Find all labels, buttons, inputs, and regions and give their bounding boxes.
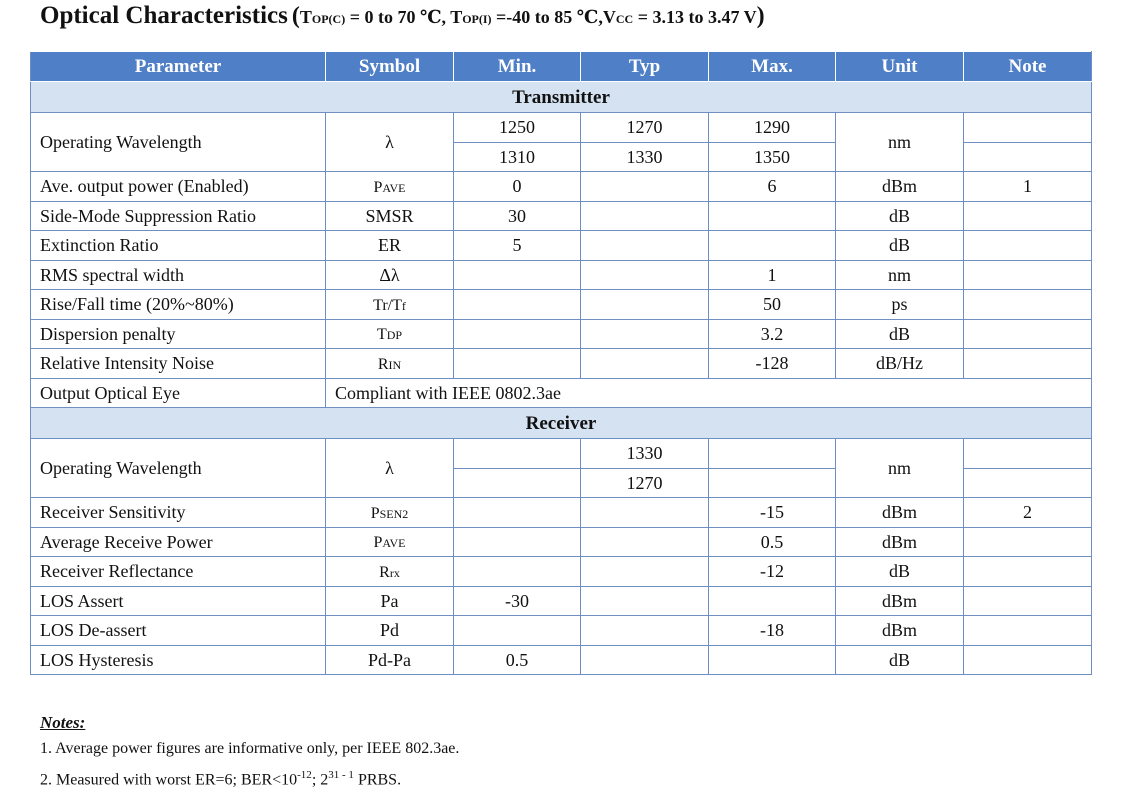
unit-cell: dB (836, 557, 964, 587)
param-cell: Operating Wavelength (31, 113, 326, 172)
table-row (31, 349, 1092, 379)
min-cell (454, 290, 581, 320)
max-cell: 6 (709, 172, 836, 202)
note-cell (964, 349, 1092, 379)
min-cell: 5 (454, 231, 581, 261)
transmitter-rows (31, 172, 1092, 379)
typ-cell (581, 260, 709, 290)
symbol-subscript: DP (386, 328, 403, 343)
header-symbol: Symbol (326, 52, 454, 82)
max-cell: -15 (709, 498, 836, 528)
symbol-main: P (373, 178, 383, 196)
unit-cell: dB/Hz (836, 349, 964, 379)
unit-cell: dBm (836, 586, 964, 616)
symbol-main: R (379, 563, 390, 581)
symbol-cell (326, 349, 454, 379)
note-cell (964, 557, 1092, 587)
max-cell (709, 201, 836, 231)
header-min: Min. (454, 52, 581, 82)
symbol-subscript: AVE (382, 536, 406, 551)
symbol-main: Pa (380, 590, 399, 611)
min-cell (454, 319, 581, 349)
note-cell (964, 142, 1092, 172)
title-vcc-symbol: V (602, 7, 616, 27)
max-cell: 1 (709, 260, 836, 290)
symbol-main: SMSR (365, 205, 414, 226)
header-parameter: Parameter (31, 52, 326, 82)
note-cell (964, 201, 1092, 231)
min-cell: -30 (454, 586, 581, 616)
title-paren-open: ( (291, 3, 300, 29)
symbol-cell (326, 557, 454, 587)
unit-cell: dBm (836, 172, 964, 202)
note-cell (964, 468, 1092, 498)
typ-cell (581, 586, 709, 616)
section-label-transmitter: Transmitter (31, 82, 1092, 113)
typ-cell (581, 349, 709, 379)
title-top-i-range: =-40 to 85 ℃, (491, 7, 603, 27)
note-cell (964, 319, 1092, 349)
title-top-c-symbol: T (299, 7, 312, 27)
section-label-receiver: Receiver (31, 408, 1092, 439)
symbol-subscript: rx (389, 565, 400, 580)
max-cell: 1350 (709, 142, 836, 172)
title-top-i-subscript: OP(I) (462, 12, 492, 26)
notes-block (40, 710, 459, 793)
symbol-cell (326, 319, 454, 349)
param-cell: LOS De-assert (31, 616, 326, 646)
unit-cell: dB (836, 319, 964, 349)
table-row (31, 260, 1092, 290)
note-cell (964, 439, 1092, 469)
param-cell: Average Receive Power (31, 527, 326, 557)
param-cell: Operating Wavelength (31, 439, 326, 498)
title-top-i-symbol: T (450, 7, 463, 27)
unit-cell: dB (836, 231, 964, 261)
symbol-cell (326, 201, 454, 231)
header-max: Max. (709, 52, 836, 82)
unit-cell: dBm (836, 498, 964, 528)
symbol-main: Tr/T (373, 296, 402, 314)
note-cell: 1 (964, 172, 1092, 202)
note-2-text-c: PRBS. (353, 771, 402, 789)
typ-cell: 1330 (581, 439, 709, 469)
symbol-cell (326, 527, 454, 557)
param-cell: Receiver Sensitivity (31, 498, 326, 528)
notes-title: Notes: (40, 713, 86, 732)
min-cell (454, 557, 581, 587)
symbol-cell (326, 616, 454, 646)
note-2-text-a: 2. Measured with worst ER=6; BER<10 (40, 771, 298, 789)
param-cell: Relative Intensity Noise (31, 349, 326, 379)
table-row (31, 557, 1092, 587)
typ-cell (581, 498, 709, 528)
unit-cell: nm (836, 113, 964, 172)
note-2-exponent-1: -12 (297, 769, 312, 781)
min-cell: 30 (454, 201, 581, 231)
typ-cell: 1270 (581, 468, 709, 498)
min-cell (454, 260, 581, 290)
param-cell: Output Optical Eye (31, 378, 326, 408)
symbol-cell (326, 260, 454, 290)
typ-cell (581, 616, 709, 646)
note-cell (964, 616, 1092, 646)
unit-cell: dB (836, 201, 964, 231)
symbol-main: ER (377, 235, 401, 256)
max-cell (709, 645, 836, 675)
unit-cell: nm (836, 260, 964, 290)
min-cell (454, 498, 581, 528)
param-cell: Side-Mode Suppression Ratio (31, 201, 326, 231)
symbol-main: P (373, 534, 383, 552)
symbol-main: Δλ (379, 264, 400, 285)
param-cell: LOS Assert (31, 586, 326, 616)
typ-cell (581, 557, 709, 587)
section-row-transmitter (31, 82, 1092, 113)
header-note: Note (964, 52, 1092, 82)
unit-cell: dBm (836, 527, 964, 557)
table-row (31, 439, 1092, 469)
title-main: Optical Characteristics (40, 2, 288, 29)
title-vcc-range: = 3.13 to 3.47 V (633, 7, 757, 27)
symbol-cell (326, 586, 454, 616)
symbol-cell (326, 645, 454, 675)
param-cell: Rise/Fall time (20%~80%) (31, 290, 326, 320)
param-cell: Dispersion penalty (31, 319, 326, 349)
symbol-cell (326, 498, 454, 528)
table-row (31, 527, 1092, 557)
table-row (31, 645, 1092, 675)
page-title (40, 2, 765, 30)
table-row (31, 113, 1092, 143)
symbol-cell (326, 231, 454, 261)
unit-cell: dB (836, 645, 964, 675)
note-cell (964, 290, 1092, 320)
typ-cell: 1330 (581, 142, 709, 172)
symbol-subscript: IN (388, 357, 402, 372)
note-cell (964, 527, 1092, 557)
symbol-main: T (376, 326, 387, 344)
unit-cell: dBm (836, 616, 964, 646)
symbol-subscript: SEN2 (379, 506, 409, 521)
max-cell: -128 (709, 349, 836, 379)
symbol-subscript: AVE (382, 180, 406, 195)
note-cell (964, 260, 1092, 290)
max-cell (709, 231, 836, 261)
title-top-c-range: = 0 to 70 ℃, (345, 7, 451, 27)
symbol-main: P (370, 504, 380, 522)
max-cell: 1290 (709, 113, 836, 143)
table-row (31, 616, 1092, 646)
symbol-cell (326, 290, 454, 320)
param-cell: RMS spectral width (31, 260, 326, 290)
max-cell: 3.2 (709, 319, 836, 349)
min-cell: 1310 (454, 142, 581, 172)
unit-cell: ps (836, 290, 964, 320)
min-cell (454, 468, 581, 498)
header-unit: Unit (836, 52, 964, 82)
title-vcc-subscript: CC (615, 12, 634, 26)
min-cell: 0.5 (454, 645, 581, 675)
typ-cell (581, 645, 709, 675)
symbol-main: Pd-Pa (367, 649, 411, 670)
min-cell (454, 527, 581, 557)
title-top-c-subscript: OP(C) (311, 12, 346, 26)
note-2-text-b: ; 2 (311, 771, 329, 789)
param-cell: Extinction Ratio (31, 231, 326, 261)
table-row (31, 201, 1092, 231)
max-cell: 50 (709, 290, 836, 320)
optical-characteristics-table (30, 51, 1092, 675)
table-row (31, 498, 1092, 528)
eye-value-cell: Compliant with IEEE 0802.3ae (326, 378, 1092, 408)
param-cell: LOS Hysteresis (31, 645, 326, 675)
note-2 (40, 762, 459, 793)
typ-cell (581, 319, 709, 349)
table-header-row (31, 52, 1092, 82)
table-row (31, 319, 1092, 349)
param-cell: Receiver Reflectance (31, 557, 326, 587)
table-row (31, 378, 1092, 408)
note-cell (964, 113, 1092, 143)
note-2-exponent-2: 31 - 1 (328, 769, 354, 781)
symbol-cell (326, 172, 454, 202)
max-cell: 0.5 (709, 527, 836, 557)
table-row (31, 172, 1092, 202)
typ-cell (581, 231, 709, 261)
typ-cell (581, 527, 709, 557)
note-cell (964, 645, 1092, 675)
table-row (31, 290, 1092, 320)
min-cell: 1250 (454, 113, 581, 143)
max-cell: -12 (709, 557, 836, 587)
note-1: 1. Average power figures are informative only, per IEEE 802.3ae. (40, 740, 460, 757)
min-cell: 0 (454, 172, 581, 202)
title-paren-close: ) (756, 3, 765, 29)
typ-cell (581, 290, 709, 320)
typ-cell (581, 201, 709, 231)
symbol-subscript: f (401, 298, 406, 313)
table-row (31, 231, 1092, 261)
header-typ: Typ (581, 52, 709, 82)
symbol-cell: λ (326, 439, 454, 498)
note-cell (964, 586, 1092, 616)
min-cell (454, 439, 581, 469)
min-cell (454, 349, 581, 379)
table-row (31, 586, 1092, 616)
max-cell (709, 586, 836, 616)
min-cell (454, 616, 581, 646)
max-cell (709, 468, 836, 498)
unit-cell: nm (836, 439, 964, 498)
typ-cell: 1270 (581, 113, 709, 143)
param-cell: Ave. output power (Enabled) (31, 172, 326, 202)
symbol-main: Pd (379, 620, 399, 641)
note-cell (964, 231, 1092, 261)
receiver-rows (31, 498, 1092, 675)
symbol-main: R (377, 355, 389, 373)
max-cell (709, 439, 836, 469)
symbol-cell: λ (326, 113, 454, 172)
section-row-receiver (31, 408, 1092, 439)
note-cell: 2 (964, 498, 1092, 528)
max-cell: -18 (709, 616, 836, 646)
typ-cell (581, 172, 709, 202)
